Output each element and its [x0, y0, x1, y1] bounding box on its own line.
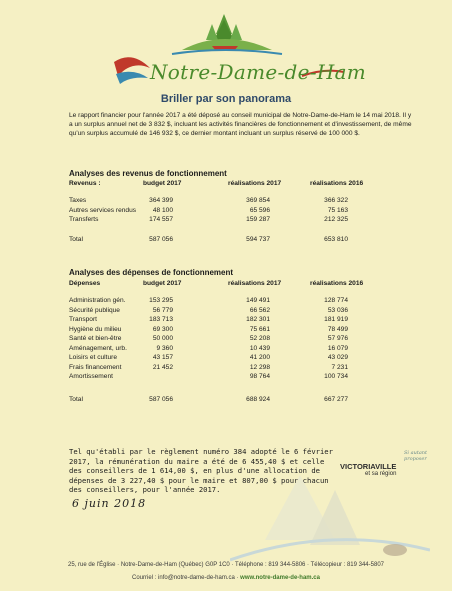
page-subtitle: Briller par son panorama — [160, 93, 292, 105]
depenses-header-label: Dépenses — [69, 280, 101, 287]
revenus-header-budget: budget 2017 — [143, 180, 182, 187]
revenus-header-label: Revenus : — [69, 180, 101, 187]
depenses-total-row-real2016: 667 277 — [324, 396, 348, 403]
intro-paragraph: Le rapport financier pour l'année 2017 a été déposé au conseil municipal de Notre-Dame-de-Ham le 14 mai 2018. Il y a un surplus annuel net de 3 832 $, incluant les activités financières de fonctionnement et d'investissement, de même qu'un surplus accumulé de 146 932 $, ce dernier montant incluant un surplus réservé de 100 000 $. — [69, 112, 412, 137]
depenses-row-label: Hygiène du milieu — [69, 325, 122, 333]
depenses-row-real2016: 16 079 — [327, 344, 348, 352]
revenus-row-real2017: 65 596 — [249, 206, 270, 214]
footer-address: 25, rue de l'Église · Notre-Dame-de-Ham (Québec) G0P 1C0 · Téléphone : 819 344-5806 · Télécopieur : 819 344-5807 — [68, 562, 384, 568]
statement-line: des conseillers de 1 614,00 $, en plus d'une allocation de — [69, 466, 320, 476]
depenses-row-budget: 69 300 — [152, 325, 173, 333]
statement-line: 2017, la rémunération du maire a été de 6 455,40 $ et celle — [69, 456, 325, 466]
brand-wordmark: Notre-Dame-de-Ham — [150, 60, 367, 84]
revenus-row-label: Transferts — [69, 216, 99, 223]
footer-email: Courriel : info@notre-dame-de-ham.ca · — [132, 575, 239, 581]
victoriaville-name: VICTORIAVILLE — [340, 462, 397, 471]
depenses-row-label: Frais financement — [69, 363, 122, 371]
revenus-row-real2017: 159 287 — [246, 216, 270, 223]
revenus-row-label: Taxes — [69, 197, 87, 204]
victoriaville-logo — [340, 462, 396, 477]
revenus-row-real2016: 212 325 — [324, 216, 348, 223]
depenses-title: Analyses des dépenses de fonctionnement — [69, 268, 234, 277]
depenses-header-real2017: réalisations 2017 — [228, 280, 282, 287]
statement-line: Tel qu'établi par le règlement numéro 384 adopté le 6 février — [69, 447, 333, 456]
revenus-row-budget: 174 557 — [149, 216, 173, 223]
depenses-row-label: Amortissement — [69, 373, 113, 380]
depenses-row-real2016: 128 774 — [324, 297, 348, 304]
victoriaville-tagline: Si autant proposer — [404, 450, 428, 462]
depenses-row-real2017: 41 200 — [249, 354, 270, 361]
statement-line: dépenses de 3 227,40 $ pour le maire et 807,00 $ pour chacun — [69, 475, 329, 485]
depenses-row-label: Santé et bien-être — [69, 335, 122, 342]
victoriaville-subtitle: et sa région — [365, 471, 397, 477]
depenses-row-real2016: 78 499 — [327, 325, 348, 333]
depenses-row-real2017: 66 562 — [249, 306, 270, 314]
depenses-total-row-label: Total — [69, 396, 83, 403]
revenus-row-real2016: 366 322 — [324, 197, 348, 204]
depenses-row-budget: 43 157 — [152, 354, 173, 361]
depenses-total-row-budget: 587 056 — [149, 396, 173, 403]
municipal-logo — [112, 10, 367, 90]
depenses-row-label: Sécurité publique — [69, 306, 120, 314]
revenus-total-row-label: Total — [69, 236, 83, 243]
depenses-row-budget: 9 360 — [156, 344, 173, 352]
depenses-header-budget: budget 2017 — [143, 280, 182, 287]
depenses-row-real2017: 75 661 — [249, 325, 270, 333]
depenses-row-budget: 56 779 — [152, 306, 173, 314]
footer-contact — [0, 575, 452, 581]
depenses-row-real2017: 12 298 — [249, 363, 270, 371]
depenses-row-label: Aménagement, urb. — [69, 344, 127, 352]
handwritten-date: 6 juin 2018 — [72, 497, 147, 510]
depenses-row-real2016: 7 231 — [331, 363, 348, 371]
depenses-row-budget: 21 452 — [152, 363, 173, 371]
depenses-row-budget: 50 000 — [152, 335, 173, 342]
depenses-header-real2016: réalisations 2016 — [310, 280, 364, 287]
depenses-row-real2016: 100 734 — [324, 373, 348, 380]
depenses-row-label: Loisirs et culture — [69, 354, 118, 361]
depenses-row-real2017: 149 491 — [246, 297, 270, 304]
depenses-row-real2017: 182 301 — [246, 316, 270, 323]
revenus-row-budget: 48 100 — [152, 206, 173, 214]
depenses-total-row-real2017: 688 924 — [246, 396, 270, 403]
revenus-row-budget: 364 399 — [149, 197, 173, 204]
depenses-row-real2017: 10 439 — [249, 344, 270, 352]
revenus-header-real2016: réalisations 2016 — [310, 180, 364, 187]
revenus-header-real2017: réalisations 2017 — [228, 180, 282, 187]
depenses-row-real2016: 57 976 — [327, 335, 348, 342]
depenses-row-real2016: 43 029 — [327, 354, 348, 361]
revenus-row-label: Autres services rendus — [69, 206, 137, 214]
revenus-row-real2016: 75 163 — [327, 206, 348, 214]
revenus-total-row-real2017: 594 737 — [246, 236, 270, 243]
depenses-row-real2017: 98 764 — [249, 373, 270, 380]
depenses-row-real2016: 181 919 — [324, 316, 348, 323]
depenses-row-real2016: 53 036 — [327, 306, 348, 314]
depenses-row-real2017: 52 208 — [249, 335, 270, 342]
depenses-row-label: Administration gén. — [69, 297, 126, 304]
revenus-total-row-budget: 587 056 — [149, 236, 173, 243]
footer-website-link[interactable]: www.notre-dame-de-ham.ca — [240, 575, 320, 581]
revenus-total-row-real2016: 653 810 — [324, 236, 348, 243]
revenus-row-real2017: 369 854 — [246, 197, 270, 204]
depenses-row-budget: 183 713 — [149, 316, 173, 323]
decorative-trees-icon — [230, 470, 430, 565]
revenus-title: Analyses des revenus de fonctionnement — [69, 169, 227, 178]
depenses-row-budget: 153 295 — [149, 297, 173, 304]
statement-line: des conseillers, pour l'année 2017. — [69, 485, 221, 495]
depenses-row-label: Transport — [69, 316, 97, 323]
